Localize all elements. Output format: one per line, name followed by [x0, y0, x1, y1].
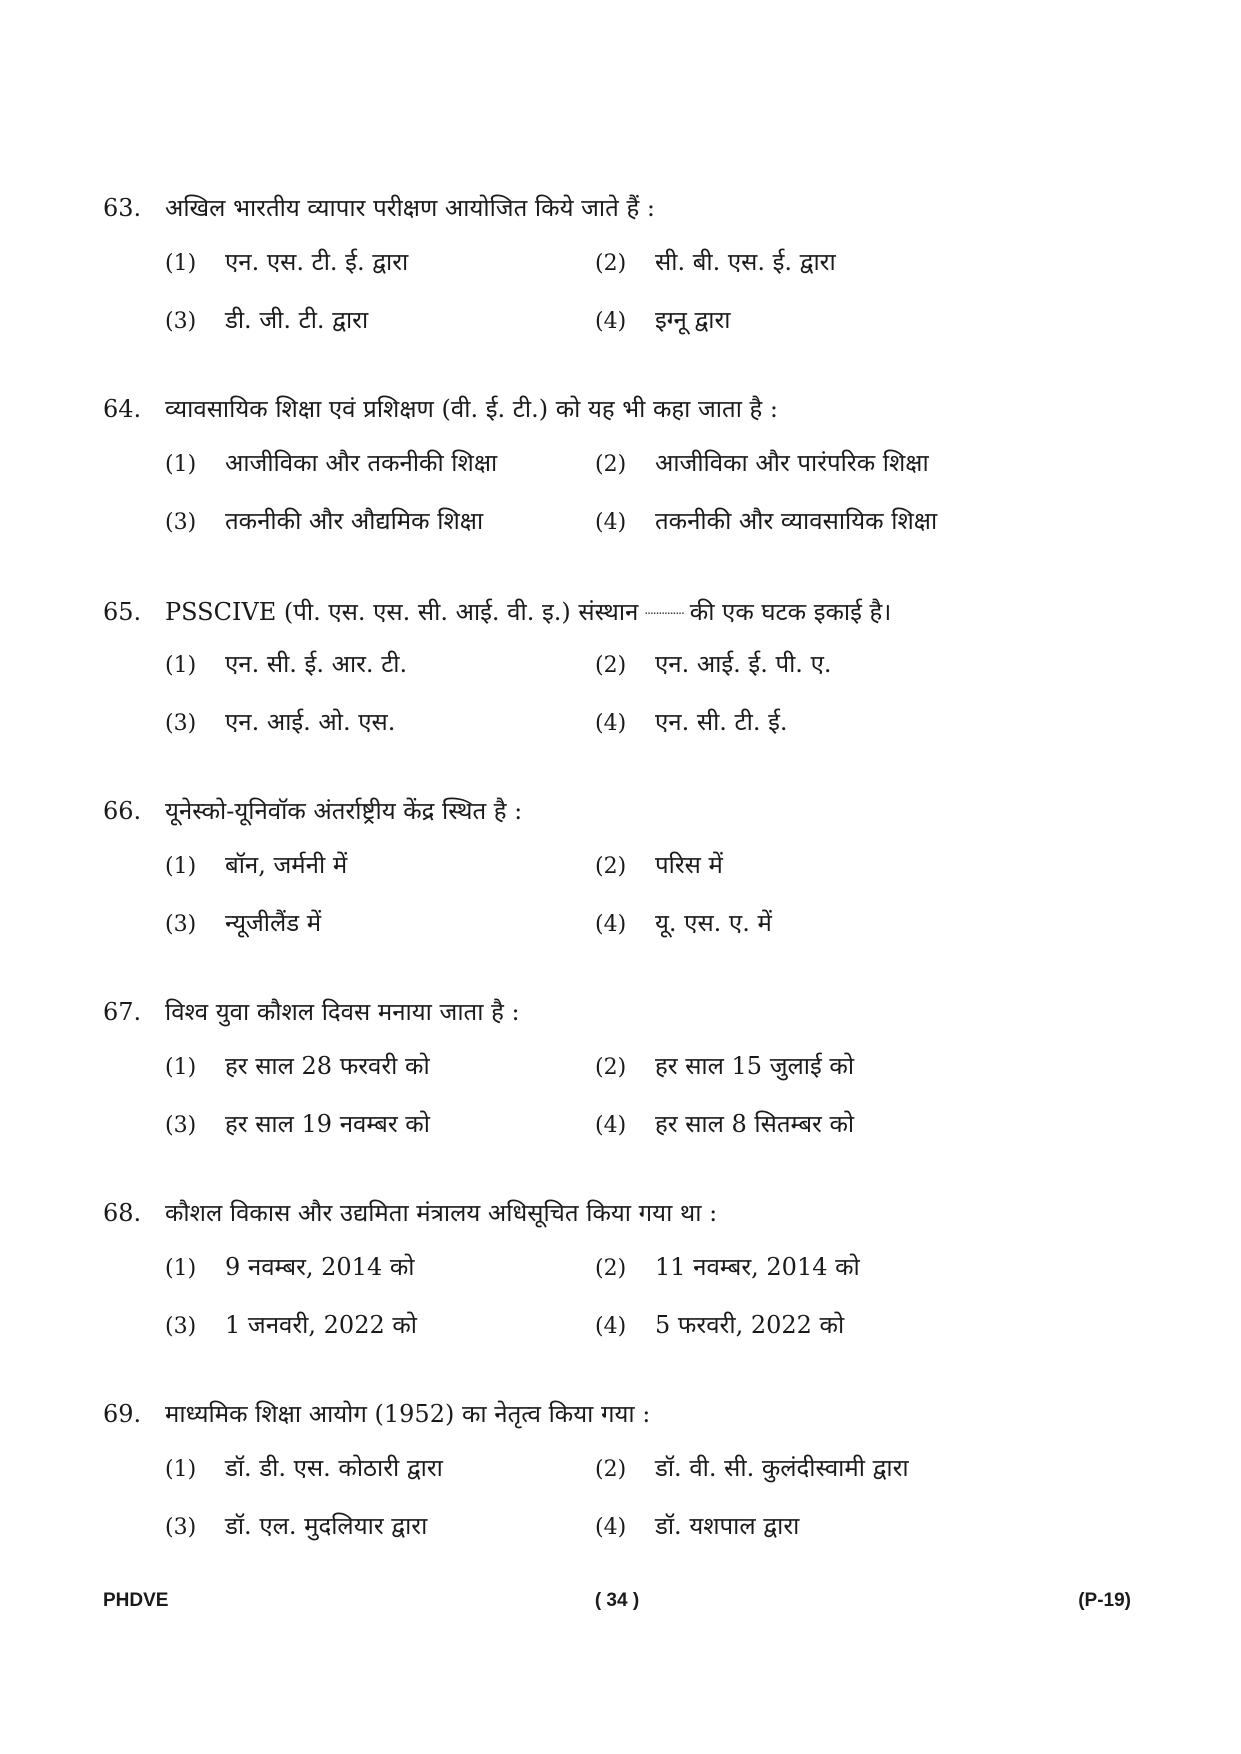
option-2 [595, 242, 1025, 282]
option-3 [165, 1305, 595, 1345]
option-label: (2) [595, 1256, 627, 1281]
option-text: न्यूजीलैंड में [225, 909, 322, 937]
option-label: (4) [595, 309, 627, 334]
question-64 [103, 389, 1143, 590]
option-text: 1 जनवरी, 2022 को [225, 1311, 418, 1339]
option-label: (1) [165, 653, 197, 678]
option-text: हर साल 28 फरवरी को [225, 1052, 430, 1080]
option-label: (3) [165, 1314, 197, 1339]
option-4 [595, 1305, 1025, 1345]
option-label: (3) [165, 1515, 197, 1540]
question-stem [103, 188, 1143, 228]
option-3 [165, 903, 595, 943]
option-label: (2) [595, 653, 627, 678]
option-list [165, 242, 1143, 340]
option-text: तकनीकी और औद्यमिक शिक्षा [225, 507, 484, 535]
option-list [165, 1247, 1143, 1345]
option-label: (1) [165, 1457, 197, 1482]
option-4 [595, 903, 1025, 943]
option-1 [165, 644, 595, 684]
option-text: डॉ. वी. सी. कुलंदीस्वामी द्वारा [655, 1454, 909, 1482]
question-67 [103, 992, 1143, 1193]
question-stem [103, 590, 1143, 630]
option-3 [165, 300, 595, 340]
option-text: एन. एस. टी. ई. द्वारा [225, 248, 409, 276]
option-label: (4) [595, 510, 627, 535]
question-text: कौशल विकास और उद्यमिता मंत्रालय अधिसूचित किया गया था : [165, 1199, 718, 1227]
option-label: (3) [165, 1113, 197, 1138]
option-label: (4) [595, 1314, 627, 1339]
paper-code: PHDVE [103, 1590, 169, 1611]
question-text [165, 590, 1143, 632]
option-text: हर साल 15 जुलाई को [655, 1052, 855, 1080]
option-2 [595, 1448, 1025, 1488]
option-text: परिस में [655, 851, 723, 879]
option-text: हर साल 8 सितम्बर को [655, 1110, 855, 1138]
question-number: 67. [103, 998, 142, 1026]
question-stem [103, 1394, 1143, 1434]
question-list [103, 188, 1143, 1595]
option-text: डॉ. एल. मुदलियार द्वारा [225, 1512, 428, 1540]
question-number: 63. [103, 194, 142, 222]
option-text: 5 फरवरी, 2022 को [655, 1311, 845, 1339]
option-label: (3) [165, 309, 197, 334]
question-number: 68. [103, 1199, 142, 1227]
option-label: (3) [165, 912, 197, 937]
option-label: (3) [165, 510, 197, 535]
option-3 [165, 702, 595, 742]
question-66 [103, 791, 1143, 992]
option-list [165, 1046, 1143, 1144]
option-text: बॉन, जर्मनी में [225, 851, 348, 879]
option-text: डी. जी. टी. द्वारा [225, 306, 369, 334]
question-65 [103, 590, 1143, 791]
option-1 [165, 1247, 595, 1287]
option-text: डॉ. यशपाल द्वारा [655, 1512, 800, 1540]
question-63 [103, 188, 1143, 389]
option-label: (1) [165, 1055, 197, 1080]
option-text: इग्नू द्वारा [655, 306, 731, 334]
booklet-series: (P-19) [1078, 1590, 1131, 1611]
question-text-after-blank: की एक घटक इकाई है। [689, 598, 892, 626]
option-label: (1) [165, 854, 197, 879]
option-text: तकनीकी और व्यावसायिक शिक्षा [655, 507, 938, 535]
option-2 [595, 1046, 1025, 1086]
option-label: (4) [595, 1113, 627, 1138]
option-4 [595, 1506, 1025, 1546]
question-number: 66. [103, 797, 142, 825]
option-list [165, 644, 1143, 742]
option-1 [165, 443, 595, 483]
option-text: आजीविका और पारंपरिक शिक्षा [655, 449, 929, 477]
option-text: यू. एस. ए. में [655, 909, 772, 937]
option-text: एन. आई. ओ. एस. [225, 708, 396, 736]
option-2 [595, 845, 1025, 885]
option-text: एन. आई. ई. पी. ए. [655, 650, 832, 678]
option-3 [165, 501, 595, 541]
question-stem [103, 791, 1143, 831]
option-text: आजीविका और तकनीकी शिक्षा [225, 449, 498, 477]
question-text: माध्यमिक शिक्षा आयोग (1952) का नेतृत्व किया गया : [165, 1400, 651, 1428]
option-text: डॉ. डी. एस. कोठारी द्वारा [225, 1454, 443, 1482]
question-text: व्यावसायिक शिक्षा एवं प्रशिक्षण (वी. ई. टी.) को यह भी कहा जाता है : [165, 395, 779, 423]
option-2 [595, 644, 1025, 684]
option-3 [165, 1506, 595, 1546]
question-68 [103, 1193, 1143, 1394]
option-4 [595, 501, 1025, 541]
option-label: (2) [595, 854, 627, 879]
option-label: (2) [595, 251, 627, 276]
option-label: (2) [595, 1457, 627, 1482]
page-number: ( 34 ) [594, 1590, 640, 1611]
option-label: (1) [165, 452, 197, 477]
question-text: अखिल भारतीय व्यापार परीक्षण आयोजित किये जाते हैं : [165, 194, 655, 222]
option-1 [165, 1046, 595, 1086]
option-1 [165, 845, 595, 885]
question-number: 65. [103, 598, 142, 626]
option-2 [595, 443, 1025, 483]
question-69 [103, 1394, 1143, 1595]
option-list [165, 1448, 1143, 1546]
option-text: हर साल 19 नवम्बर को [225, 1110, 430, 1138]
question-text-before-blank: PSSCIVE (पी. एस. एस. सी. आई. वी. इ.) संस्थान [165, 598, 639, 626]
option-label: (2) [595, 1055, 627, 1080]
option-text: एन. सी. टी. ई. [655, 708, 788, 736]
option-3 [165, 1104, 595, 1144]
page-footer [103, 1586, 1131, 1616]
option-text: सी. बी. एस. ई. द्वारा [655, 248, 836, 276]
question-number: 64. [103, 395, 142, 423]
option-label: (1) [165, 1256, 197, 1281]
option-1 [165, 242, 595, 282]
option-text: एन. सी. ई. आर. टी. [225, 650, 408, 678]
option-4 [595, 1104, 1025, 1144]
option-label: (4) [595, 912, 627, 937]
option-2 [595, 1247, 1025, 1287]
question-stem [103, 389, 1143, 429]
question-stem [103, 1193, 1143, 1233]
fill-in-blank: .............. [644, 603, 684, 617]
option-4 [595, 702, 1025, 742]
question-text: विश्व युवा कौशल दिवस मनाया जाता है : [165, 998, 520, 1026]
question-stem [103, 992, 1143, 1032]
option-4 [595, 300, 1025, 340]
question-text: यूनेस्को-यूनिवॉक अंतर्राष्ट्रीय केंद्र स्थित है : [165, 797, 523, 825]
option-text: 9 नवम्बर, 2014 को [225, 1253, 415, 1281]
option-list [165, 443, 1143, 541]
option-label: (4) [595, 711, 627, 736]
option-label: (3) [165, 711, 197, 736]
option-list [165, 845, 1143, 943]
option-label: (4) [595, 1515, 627, 1540]
option-1 [165, 1448, 595, 1488]
option-text: 11 नवम्बर, 2014 को [655, 1253, 860, 1281]
question-number: 69. [103, 1400, 142, 1428]
option-label: (2) [595, 452, 627, 477]
option-label: (1) [165, 251, 197, 276]
